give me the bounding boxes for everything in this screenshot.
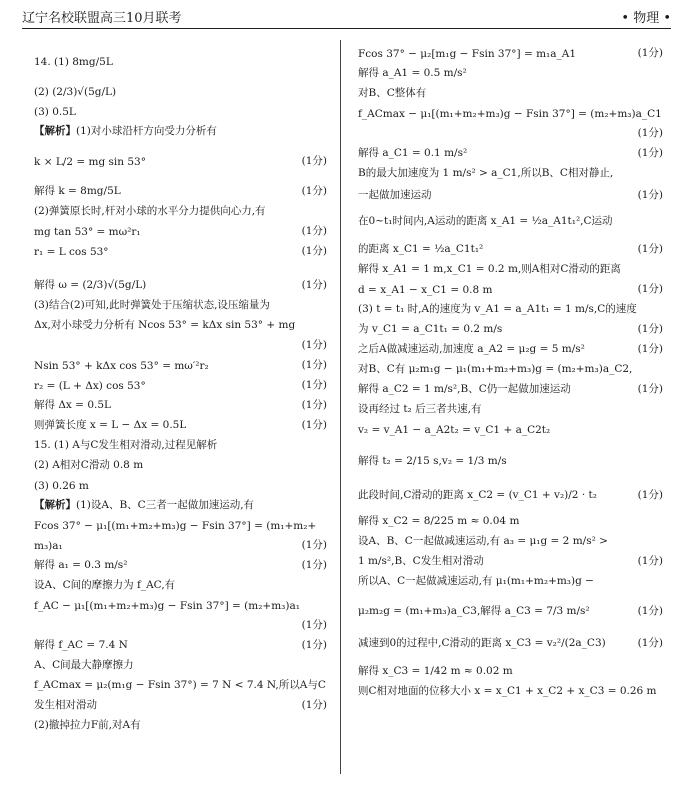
score-mark: (1分) (637, 323, 663, 335)
line-text: 【解析】(1)对小球沿杆方向受力分析有 (34, 125, 217, 137)
line-text: (3)结合(2)可知,此时弹簧处于压缩状态,设压缩量为 (34, 299, 270, 311)
score-mark: (1分) (301, 539, 327, 551)
line-text: 则C相对地面的位移大小 x = x_C1 + x_C2 + x_C3 = 0.26 m (358, 685, 657, 697)
solution-line (34, 40, 327, 68)
score-mark: (1分) (637, 383, 663, 395)
line-text: (3) 0.26 m (34, 480, 89, 492)
line-text: mg tan 53° = mω²r₁ (34, 226, 141, 238)
line-text: (3) t = t₁ 时,A的速度为 v_A1 = a_A1t₁ = 1 m/s,C的速度 (358, 303, 637, 315)
solution-line (358, 468, 663, 502)
line-text: 对B、C有 μ₂m₁g − μ₁(m₁+m₂+m₃)g = (m₂+m₃)a_C2, (358, 363, 633, 375)
solution-line (34, 198, 327, 218)
score-mark: (1分) (637, 243, 663, 255)
line-text: 解得 Δx = 0.5L (34, 399, 111, 411)
score-mark: (1分) (637, 489, 663, 501)
solution-line (358, 256, 663, 276)
solution-line (358, 100, 663, 120)
line-text: B的最大加速度为 1 m/s² > a_C1,所以B、C相对静止, (358, 167, 614, 179)
line-text: 则弹簧长度 x = L − Δx = 0.5L (34, 419, 187, 431)
score-mark: (1分) (301, 399, 327, 411)
solution-line (34, 352, 327, 372)
solution-line (358, 316, 663, 336)
solution-line (358, 502, 663, 528)
line-text: 设A、C间的摩擦力为 f_AC,有 (34, 579, 176, 591)
line-text: Fcos 37° − μ₂[m₁g − Fsin 37°] = m₁a_A1 (358, 48, 577, 60)
solution-line (358, 60, 663, 80)
line-text: 解得 t₂ = 2/15 s,v₂ = 1/3 m/s (358, 455, 507, 467)
solution-line (358, 396, 663, 416)
line-text: 解得 x_C2 = 8/225 m ≈ 0.04 m (358, 515, 520, 527)
score-mark: (1分) (301, 379, 327, 391)
score-mark: (1分) (301, 339, 327, 351)
score-mark: (1分) (637, 343, 663, 355)
score-mark: (1分) (637, 147, 663, 159)
line-text: 对B、C整体有 (358, 87, 427, 99)
solution-line (358, 180, 663, 202)
column-divider (340, 40, 341, 774)
line-text: (2) A相对C滑动 0.8 m (34, 459, 144, 471)
solution-line (358, 650, 663, 678)
line-text: 设再经过 t₂ 后三者共速,有 (358, 403, 482, 415)
solution-line (358, 40, 663, 60)
line-text: v₂ = v_A1 − a_A2t₂ = v_C1 + a_C2t₂ (358, 424, 551, 436)
line-text: (3) 0.5L (34, 106, 76, 118)
line-text: 解得 x_C3 = 1/42 m ≈ 0.02 m (358, 665, 513, 677)
solution-line (34, 552, 327, 572)
line-text: 解得 ω = (2/3)√(5g/L) (34, 279, 147, 291)
solution-line (34, 312, 327, 332)
solution-line (358, 228, 663, 256)
solution-line (358, 568, 663, 588)
exam-title: 辽宁名校联盟高三10月联考 (22, 11, 182, 26)
line-text: (2)弹簧原长时,杆对小球的水平分力提供向心力,有 (34, 205, 266, 217)
solution-line (358, 276, 663, 296)
score-mark: (1分) (301, 619, 327, 631)
line-text: 一起做加速运动 (358, 189, 432, 201)
solution-line (358, 528, 663, 548)
line-text: d = x_A1 − x_C1 = 0.8 m (358, 284, 493, 296)
solution-line (34, 98, 327, 118)
score-mark: (1分) (301, 419, 327, 431)
score-mark: (1分) (301, 225, 327, 237)
solution-line (34, 512, 327, 532)
solution-line (34, 572, 327, 592)
line-text: 所以A、C一起做减速运动,有 μ₁(m₁+m₂+m₃)g − (358, 575, 594, 587)
solution-line (34, 432, 327, 452)
score-mark: (1分) (301, 699, 327, 711)
line-text: Δx,对小球受力分析有 Ncos 53° = kΔx sin 53° + mg (34, 319, 296, 331)
line-text: 减速到0的过程中,C滑动的距离 x_C3 = v₂²/(2a_C3) (358, 637, 606, 649)
line-text: 15. (1) A与C发生相对滑动,过程见解析 (34, 439, 218, 451)
line-text: Nsin 53° + kΔx cos 53° = mω′²r₂ (34, 360, 209, 372)
solution-line (34, 238, 327, 258)
line-text: f_ACmax − μ₁[(m₁+m₂+m₃)g − Fsin 37°] = (m₂+m₃)a_C1 (358, 108, 662, 120)
line-text: 1 m/s²,B、C发生相对滑动 (358, 555, 484, 567)
line-text: 【解析】(1)设A、B、C三者一起做加速运动,有 (34, 499, 255, 511)
line-text: 为 v_C1 = a_C1t₁ = 0.2 m/s (358, 323, 503, 335)
line-text: 的距离 x_C1 = ½a_C1t₁² (358, 243, 484, 255)
page-header (22, 6, 671, 29)
line-text: m₃)a₁ (34, 540, 63, 552)
solution-line (358, 160, 663, 180)
solution-line (34, 68, 327, 98)
solution-line (34, 218, 327, 238)
solution-line (358, 548, 663, 568)
solution-line (34, 452, 327, 472)
solution-line (34, 258, 327, 292)
line-text: (2) (2/3)√(5g/L) (34, 86, 117, 98)
solution-line (358, 296, 663, 316)
solution-line (34, 492, 327, 512)
solution-line (34, 532, 327, 552)
line-text: 解得 a₁ = 0.3 m/s² (34, 559, 128, 571)
line-text: 此段时间,C滑动的距离 x_C2 = (v_C1 + v₂)/2 · t₂ (358, 489, 597, 501)
solution-line (34, 392, 327, 412)
solution-line (34, 118, 327, 138)
line-text: 之后A做减速运动,加速度 a_A2 = μ₂g = 5 m/s² (358, 343, 585, 355)
solution-line (34, 632, 327, 652)
subject-label: • 物理 • (621, 11, 671, 26)
solution-line (358, 80, 663, 100)
solution-line (358, 618, 663, 650)
solution-line (358, 120, 663, 140)
score-mark: (1分) (637, 283, 663, 295)
solution-line (34, 292, 327, 312)
right-column (358, 40, 663, 784)
line-text: r₁ = L cos 53° (34, 246, 109, 258)
score-mark: (1分) (637, 189, 663, 201)
line-text: 发生相对滑动 (34, 699, 97, 711)
solution-line (34, 712, 327, 732)
score-mark: (1分) (637, 555, 663, 567)
line-text: μ₂m₂g = (m₁+m₃)a_C3,解得 a_C3 = 7/3 m/s² (358, 605, 590, 617)
line-text: Fcos 37° − μ₁[(m₁+m₂+m₃)g − Fsin 37°] = (m₁+m₂+ (34, 520, 317, 532)
solution-line (358, 202, 663, 228)
line-text: 解得 a_C2 = 1 m/s²,B、C仍一起做加速运动 (358, 383, 571, 395)
score-mark: (1分) (301, 279, 327, 291)
line-text: 解得 x_A1 = 1 m,x_C1 = 0.2 m,则A相对C滑动的距离 (358, 263, 621, 275)
score-mark: (1分) (637, 637, 663, 649)
score-mark: (1分) (637, 605, 663, 617)
line-text: (2)撤掉拉力F前,对A有 (34, 719, 141, 731)
solution-line (358, 416, 663, 436)
solution-line (34, 332, 327, 352)
line-text: 解得 k = 8mg/5L (34, 185, 121, 197)
solution-line (358, 356, 663, 376)
solution-line (34, 138, 327, 168)
line-text: f_AC − μ₁[(m₁+m₂+m₃)g − Fsin 37°] = (m₂+m₃)a₁ (34, 600, 300, 612)
solution-line (34, 372, 327, 392)
score-mark: (1分) (637, 127, 663, 139)
solution-line (358, 336, 663, 356)
line-text: 在0~t₁时间内,A运动的距离 x_A1 = ½a_A1t₁²,C运动 (358, 215, 613, 227)
score-mark: (1分) (301, 155, 327, 167)
line-text: k × L/2 = mg sin 53° (34, 156, 146, 168)
line-text: 解得 a_A1 = 0.5 m/s² (358, 67, 467, 79)
line-text: r₂ = (L + Δx) cos 53° (34, 380, 146, 392)
solution-line (358, 678, 663, 698)
solution-line (358, 436, 663, 468)
solution-line (34, 652, 327, 672)
score-mark: (1分) (301, 559, 327, 571)
line-text: 解得 f_AC = 7.4 N (34, 639, 128, 651)
line-text: 设A、B、C一起做减速运动,有 a₃ = μ₁g = 2 m/s² > (358, 535, 608, 547)
line-text: f_ACmax = μ₂(m₁g − Fsin 37°) = 7 N < 7.4 N,所以A与C (34, 679, 326, 691)
solution-line (34, 612, 327, 632)
score-mark: (1分) (301, 245, 327, 257)
score-mark: (1分) (301, 359, 327, 371)
line-text: 解得 a_C1 = 0.1 m/s² (358, 147, 468, 159)
solution-line (34, 472, 327, 492)
solution-line (34, 592, 327, 612)
solution-line (34, 692, 327, 712)
solution-line (34, 168, 327, 198)
score-mark: (1分) (301, 185, 327, 197)
line-text: 14. (1) 8mg/5L (34, 56, 113, 68)
left-column (34, 40, 327, 784)
score-mark: (1分) (301, 639, 327, 651)
solution-line (34, 672, 327, 692)
solution-line (358, 588, 663, 618)
solution-line (34, 412, 327, 432)
score-mark: (1分) (637, 47, 663, 59)
line-text: A、C间最大静摩擦力 (34, 659, 134, 671)
solution-line (358, 376, 663, 396)
solution-line (358, 140, 663, 160)
